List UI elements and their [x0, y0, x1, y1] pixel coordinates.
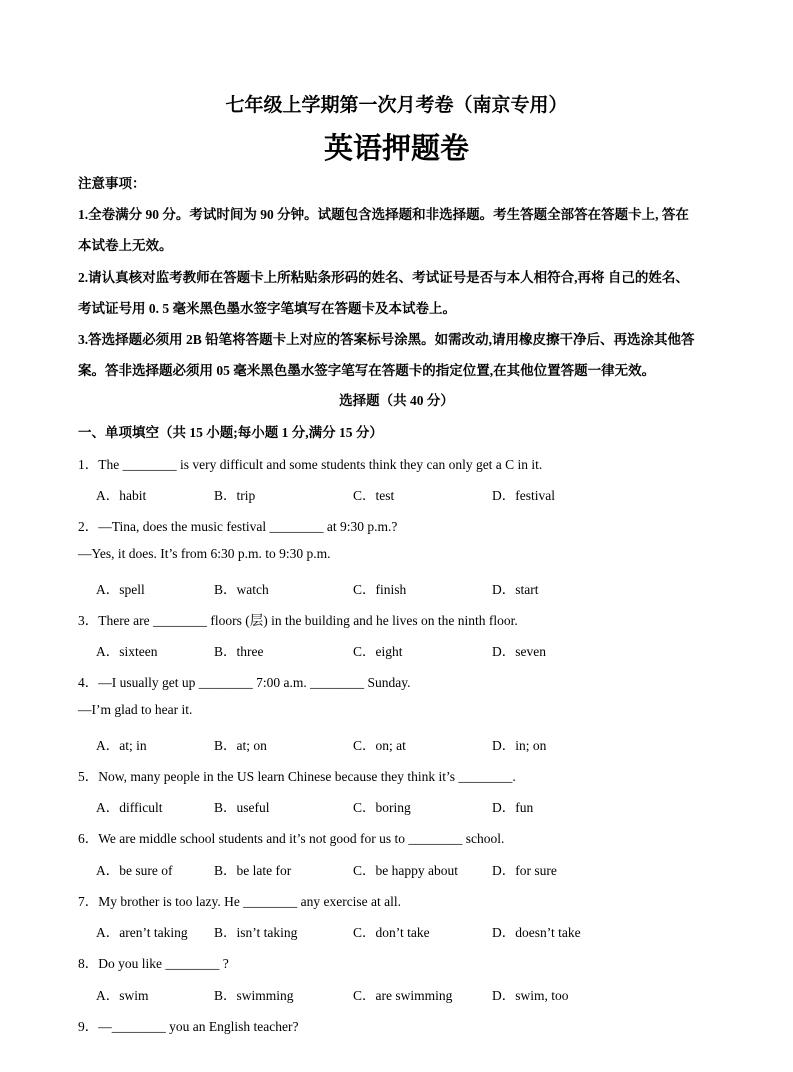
option-d: D．doesn’t take [492, 925, 581, 940]
notice-line: 案。答非选择题必须用 05 毫米黑色墨水签字笔写在答题卡的指定位置,在其他位置答题一律无效。 [78, 363, 656, 378]
option-a: A．be sure of [96, 863, 173, 878]
option-d: D．festival [492, 488, 555, 503]
option-d: D．start [492, 582, 539, 597]
option-b: B．be late for [214, 863, 292, 878]
question-options [96, 734, 716, 752]
option-a: A．swim [96, 988, 149, 1003]
option-a: A．difficult [96, 800, 163, 815]
question-stem: 7．My brother is too lazy. He ________ any exercise at all. [78, 894, 402, 909]
option-c: C．be happy about [353, 863, 458, 878]
option-b: B．useful [214, 800, 270, 815]
section-title: 选择题（共 40 分） [339, 393, 454, 408]
question-stem: 1．The ________ is very difficult and some students think they can only get a C in it. [78, 457, 543, 472]
question-options [96, 859, 716, 877]
option-b: B．swimming [214, 988, 294, 1003]
notice-line: 2.请认真核对监考教师在答题卡上所粘贴条形码的姓名、考试证号是否与本人相符合,再将 自己的姓名、 [78, 270, 689, 285]
question-stem: 4．—I usually get up ________ 7:00 a.m. ________ Sunday. [78, 675, 411, 690]
option-d: D．for sure [492, 863, 557, 878]
notice-line: 考试证号用 0. 5 毫米黑色墨水签字笔填写在答题卡及本试卷上。 [78, 301, 456, 316]
question-stem: —Yes, it does. It’s from 6:30 p.m. to 9:30 p.m. [78, 546, 331, 561]
question-stem: 3．There are ________ floors (层) in the building and he lives on the ninth floor. [78, 613, 518, 628]
option-d: D．swim, too [492, 988, 569, 1003]
option-b: B．three [214, 644, 264, 659]
option-a: A．spell [96, 582, 145, 597]
question-stem: 5．Now, many people in the US learn Chinese because they think it’s ________. [78, 769, 516, 784]
exam-title: 七年级上学期第一次月考卷（南京专用） [225, 95, 568, 116]
option-c: C．test [353, 488, 395, 503]
option-a: A．sixteen [96, 644, 158, 659]
option-c: C．don’t take [353, 925, 430, 940]
option-b: B．at; on [214, 738, 267, 753]
notice-line: 本试卷上无效。 [78, 238, 173, 253]
notice-line: 3.答选择题必须用 2B 铅笔将答题卡上对应的答案标号涂黑。如需改动,请用橡皮擦干净后、再选涂其他答 [78, 332, 695, 347]
option-d: D．in; on [492, 738, 547, 753]
option-d: D．seven [492, 644, 546, 659]
question-stem: 2．—Tina, does the music festival ________ at 9:30 p.m.? [78, 519, 398, 534]
question-options [96, 796, 716, 814]
question-options [96, 578, 716, 596]
question-options [96, 484, 716, 502]
part-title: 一、单项填空（共 15 小题;每小题 1 分,满分 15 分） [78, 425, 383, 440]
option-b: B．watch [214, 582, 269, 597]
option-b: B．isn’t taking [214, 925, 298, 940]
option-d: D．fun [492, 800, 534, 815]
question-options [96, 640, 716, 658]
question-options [96, 921, 716, 939]
option-c: C．are swimming [353, 988, 453, 1003]
option-a: A．aren’t taking [96, 925, 188, 940]
question-stem: —I’m glad to hear it. [78, 702, 193, 717]
exam-subtitle: 英语押题卷 [323, 133, 469, 165]
option-a: A．habit [96, 488, 147, 503]
option-b: B．trip [214, 488, 256, 503]
notice-line: 1.全卷满分 90 分。考试时间为 90 分钟。试题包含选择题和非选择题。考生答题全部答在答题卡上, 答在 [78, 207, 689, 222]
option-c: C．on; at [353, 738, 406, 753]
question-options [96, 984, 716, 1002]
option-c: C．boring [353, 800, 411, 815]
option-a: A．at; in [96, 738, 147, 753]
question-stem: 8．Do you like ________ ? [78, 956, 229, 971]
option-c: C．eight [353, 644, 403, 659]
question-stem: 6．We are middle school students and it’s not good for us to ________ school. [78, 831, 505, 846]
question-stem: 9．—________ you an English teacher? [78, 1019, 299, 1034]
option-c: C．finish [353, 582, 407, 597]
notice-heading: 注意事项： [78, 176, 146, 191]
